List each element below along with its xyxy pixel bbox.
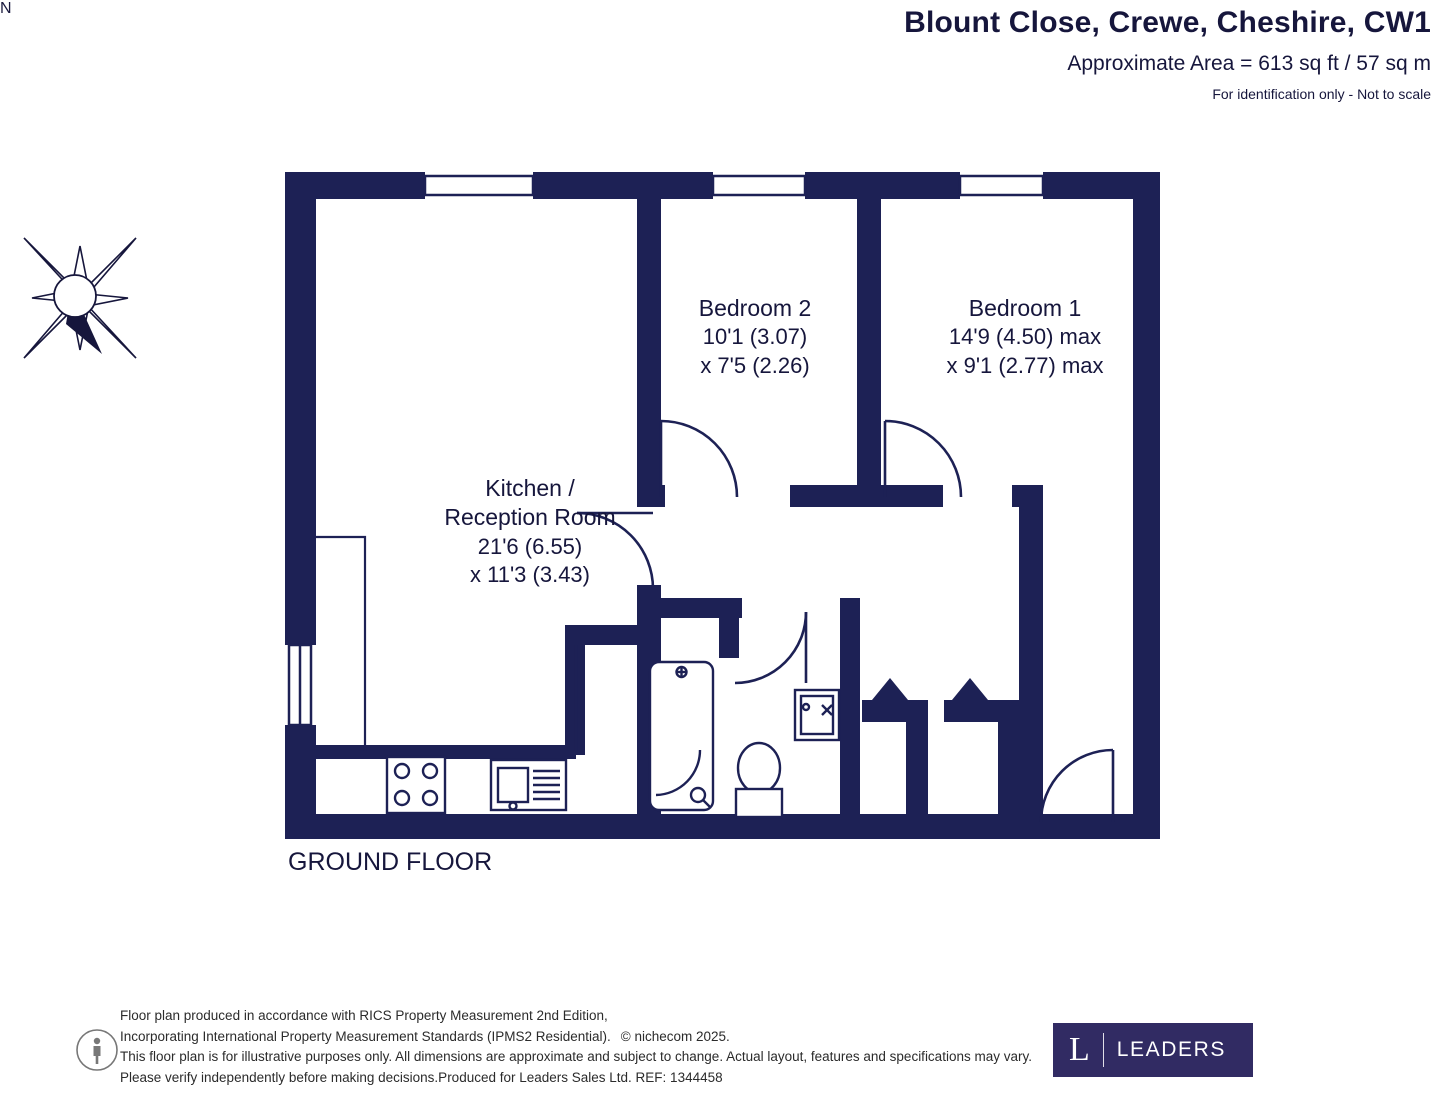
room-name-line2: Reception Room	[444, 504, 616, 531]
room-label-bedroom-1	[890, 294, 1160, 380]
page-title: Blount Close, Crewe, Cheshire, CW1	[904, 6, 1431, 39]
footer-line-1: Floor plan produced in accordance with RICS Property Measurement 2nd Edition,	[120, 1008, 608, 1023]
room-label-bedroom-2	[635, 294, 875, 380]
footer	[0, 1000, 1439, 1096]
brand-initial: L	[1069, 1031, 1090, 1068]
brand-logo-leaders	[1053, 1023, 1253, 1077]
room-dimension-2: x 7'5 (2.26)	[700, 352, 810, 378]
room-name: Bedroom 2	[698, 295, 812, 321]
brand-name: LEADERS	[1116, 1038, 1227, 1061]
room-dimension-1: 10'1 (3.07)	[702, 324, 808, 350]
footer-line-4: Please verify independently before making decisions.Produced for Leaders Sales Ltd. REF: 1344458	[120, 1069, 723, 1085]
brand-divider	[1103, 1033, 1104, 1067]
floor-caption: GROUND FLOOR	[288, 848, 493, 876]
footer-line-2-wrapper	[120, 1027, 1032, 1048]
approximate-area: Approximate Area = 613 sq ft / 57 sq m	[1067, 52, 1431, 75]
room-label-kitchen	[370, 474, 690, 589]
room-name: Kitchen /	[485, 475, 575, 501]
compass-north-label: N	[0, 0, 12, 17]
room-dimension-1: 21'6 (6.55)	[477, 533, 583, 559]
plan-fixtures	[387, 662, 839, 817]
footer-line-3: This floor plan is for illustrative purposes only. All dimensions are approximate and subject to change. Actual layout, features and specifications may vary.	[120, 1049, 1032, 1065]
identification-note: For identification only - Not to scale	[1212, 86, 1431, 102]
footer-copyright: © nichecom 2025.	[620, 1028, 730, 1044]
room-dimension-2: x 11'3 (3.43)	[470, 562, 590, 588]
room-name: Bedroom 1	[968, 295, 1082, 321]
accessibility-person-icon	[76, 1029, 118, 1071]
footer-line-2: Incorporating International Property Measurement Standards (IPMS2 Residential).	[120, 1028, 611, 1044]
room-dimension-2: x 9'1 (2.77) max	[946, 352, 1104, 378]
footer-disclaimer	[120, 1006, 1032, 1088]
room-dimension-1: 14'9 (4.50) max	[948, 324, 1102, 350]
